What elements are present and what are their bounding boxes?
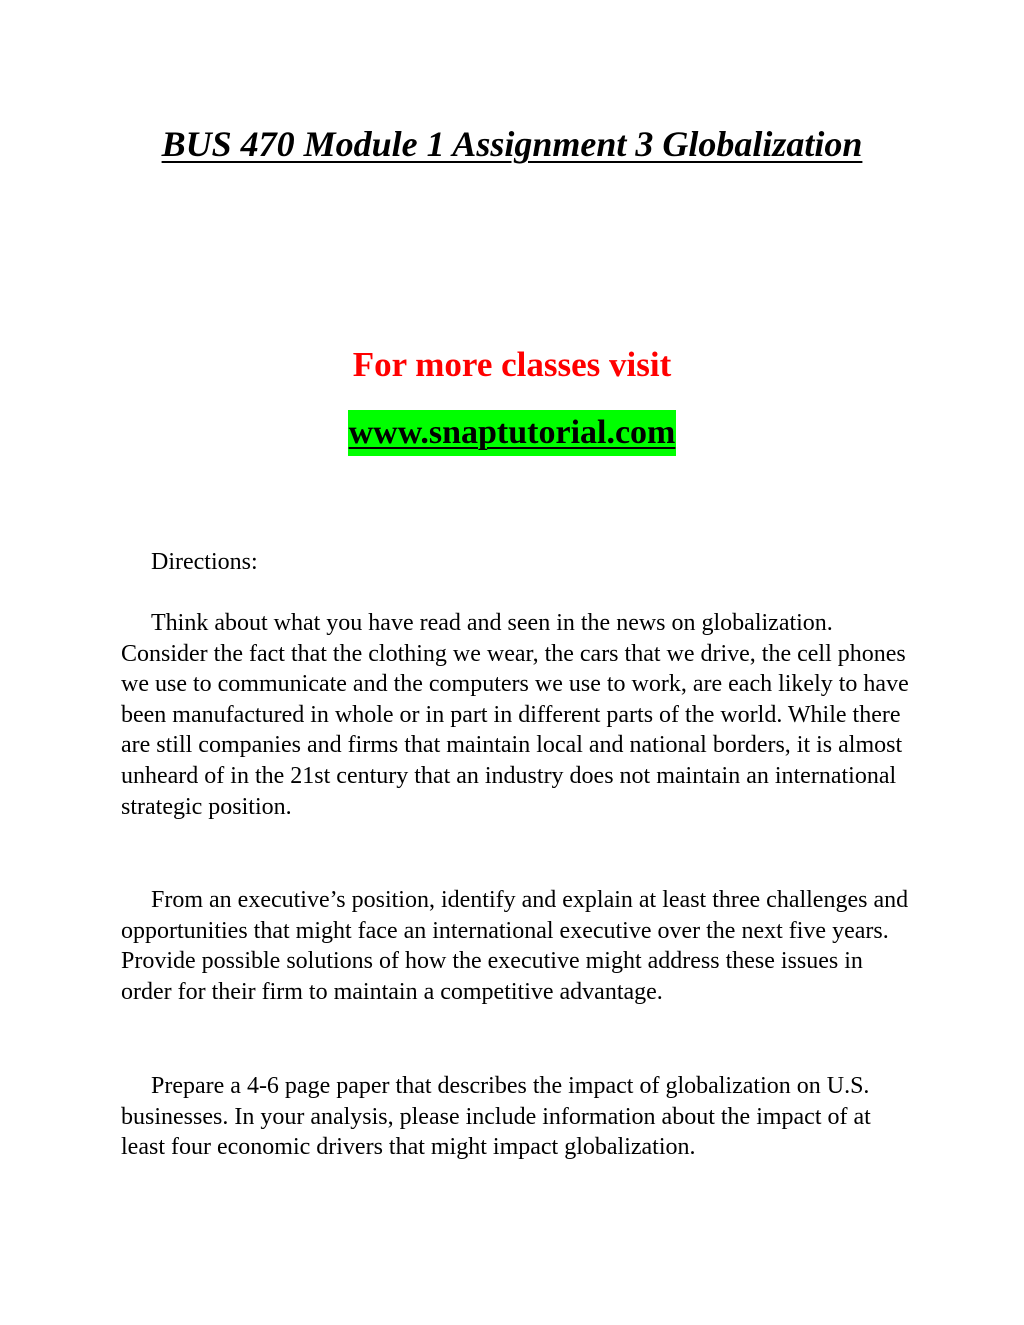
document-title-text: BUS 470 Module 1 Assignment 3 Globalization <box>161 124 863 164</box>
promo-text: For more classes visit <box>352 345 672 384</box>
promo-link[interactable]: www.snaptutorial.com <box>348 410 677 456</box>
paragraph-2-block <box>121 885 911 1007</box>
paragraph-3-block <box>121 1071 911 1163</box>
paragraph-1: Think about what you have read and seen in the news on globalization. Consider the fact that the clothing we wear, the cars that we drive, the cell phones we use to communicate and the computers we use to work, are each likely to have been manufactured in whole or in part in different parts of the world. While there are still companies and firms that maintain local and national borders, it is almost unheard of in the 21st century that an industry does not maintain an international strategic position. <box>121 610 909 820</box>
promo-link-container <box>0 410 1024 462</box>
directions-label: Directions: <box>151 549 258 575</box>
paragraph-2: From an executive’s position, identify and explain at least three challenges and opportunities that might face an international executive over the next five years. Provide possible solutions of how the executive might address these issues in order for their firm to maintain a competitive advantage. <box>121 887 909 1005</box>
paragraph-1-block <box>121 608 911 822</box>
document-title <box>0 122 1024 166</box>
paragraph-3: Prepare a 4-6 page paper that describes the impact of globalization on U.S. businesses. In your analysis, please include information about the impact of at least four economic drivers that might impact globalization. <box>121 1073 871 1161</box>
directions-section <box>121 547 911 578</box>
